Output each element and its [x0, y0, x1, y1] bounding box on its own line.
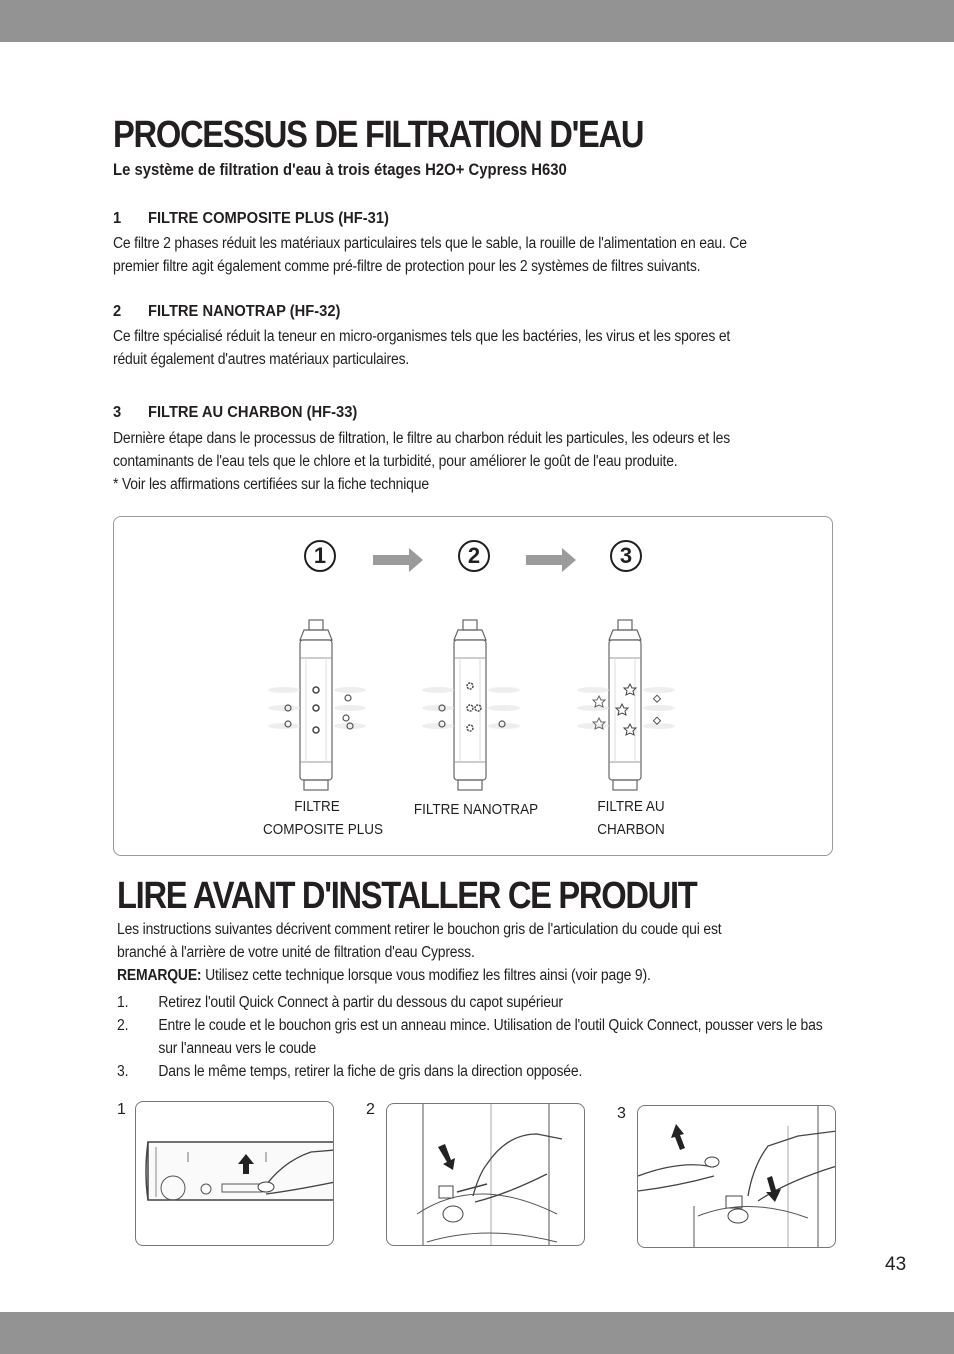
- list-item: [117, 991, 837, 1014]
- label-line: FILTRE: [294, 798, 340, 815]
- step-1-circle: 1: [304, 540, 336, 572]
- bottom-bar: [0, 1312, 954, 1354]
- note-text: Utilisez cette technique lorsque vous modifiez les filtres ainsi (voir page 9).: [201, 967, 651, 984]
- label-line: FILTRE NANOTRAP: [413, 801, 539, 818]
- arrow-right-icon: [526, 548, 576, 572]
- text-line: branché à l'arrière de votre unité de filtration d'eau Cypress.: [117, 944, 475, 961]
- install-steps: [117, 991, 837, 1083]
- list-text: Dans le même temps, retirer la fiche de gris dans la direction opposée.: [158, 1063, 583, 1080]
- section-number: 2: [113, 303, 122, 320]
- photo-step-1: [135, 1101, 334, 1246]
- note-line: [117, 964, 801, 987]
- photo-2-number: 2: [366, 1101, 375, 1118]
- photo-1-number: 1: [117, 1101, 126, 1118]
- cartridge-composite-plus: [266, 618, 376, 794]
- photo-step-2: [386, 1103, 585, 1246]
- arrow-down-icon: [438, 1144, 455, 1170]
- section-3-text: [113, 427, 797, 496]
- page-number: 43: [885, 1254, 907, 1275]
- section-heading: FILTRE COMPOSITE PLUS (HF-31): [147, 210, 389, 227]
- top-bar: [0, 0, 954, 42]
- cartridge-nanotrap: [420, 618, 530, 794]
- text-line: réduit également d'autres matériaux particulaires.: [113, 351, 410, 368]
- arrow-up-icon: [671, 1124, 685, 1150]
- list-number: 2.: [117, 1017, 129, 1034]
- label-nanotrap: [413, 798, 539, 821]
- list-text: Entre le coude et le bouchon gris est un anneau mince. Utilisation de l'outil Quick Connect, pousser vers le bas sur l'anneau vers le coude: [158, 1017, 823, 1057]
- list-number: 3.: [117, 1063, 129, 1080]
- label-line: COMPOSITE PLUS: [263, 821, 384, 838]
- section-3-title: [113, 404, 357, 422]
- section-1-text: [113, 232, 797, 278]
- label-composite-plus: [263, 795, 384, 841]
- list-number: 1.: [117, 994, 129, 1011]
- text-line: premier filtre agit également comme pré-filtre de protection pour les 2 systèmes de filtres suivants.: [113, 258, 701, 275]
- page-title: PROCESSUS DE FILTRATION D'EAU: [113, 114, 644, 156]
- list-text: Retirez l'outil Quick Connect à partir du dessous du capot supérieur: [158, 994, 563, 1011]
- photo-step-3: [637, 1105, 836, 1248]
- text-line: Dernière étape dans le processus de filtration, le filtre au charbon réduit les particules, les odeurs et les: [113, 430, 731, 447]
- text-line: contaminants de l'eau tels que le chlore et la turbidité, pour améliorer le goût de l'eau produite.: [113, 453, 678, 470]
- section-heading: FILTRE AU CHARBON (HF-33): [147, 404, 358, 421]
- text-line: Les instructions suivantes décrivent comment retirer le bouchon gris de l'articulation du coude qui est: [117, 921, 722, 938]
- section-number: 3: [113, 404, 122, 421]
- list-item: [117, 1060, 837, 1083]
- step-2-circle: 2: [458, 540, 490, 572]
- text-line: * Voir les affirmations certifiées sur la fiche technique: [113, 476, 429, 493]
- cartridge-charbon: [575, 618, 685, 794]
- page-subtitle: Le système de filtration d'eau à trois étages H2O+ Cypress H630: [113, 161, 567, 179]
- section-number: 1: [113, 210, 122, 227]
- section-2-title: [113, 303, 340, 321]
- label-charbon: [586, 795, 676, 841]
- section-1-title: [113, 210, 389, 228]
- list-item: [117, 1014, 837, 1060]
- text-line: Ce filtre 2 phases réduit les matériaux particulaires tels que le sable, la rouille de l'alimentation en eau. Ce: [113, 235, 747, 252]
- install-intro: [117, 918, 801, 987]
- arrow-right-icon: [373, 548, 423, 572]
- section-heading: FILTRE NANOTRAP (HF-32): [147, 303, 341, 320]
- photo-3-number: 3: [617, 1105, 626, 1122]
- section-2-text: [113, 325, 797, 371]
- label-line: FILTRE AU: [597, 798, 665, 815]
- note-label: REMARQUE:: [117, 967, 202, 984]
- step-3-circle: 3: [610, 540, 642, 572]
- install-title: LIRE AVANT D'INSTALLER CE PRODUIT: [117, 875, 697, 917]
- text-line: Ce filtre spécialisé réduit la teneur en micro-organismes tels que les bactéries, les virus et les spores et: [113, 328, 731, 345]
- label-line: CHARBON: [597, 821, 665, 838]
